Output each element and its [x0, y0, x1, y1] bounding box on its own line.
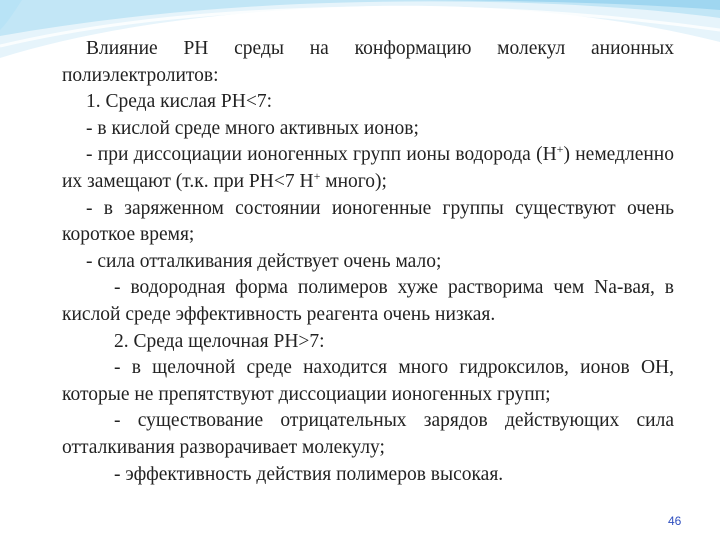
acid-point-4: - сила отталкивания действует очень мало; — [86, 250, 442, 272]
acid-point-2-part-c: много); — [320, 170, 387, 192]
alkaline-point-3: - эффективность действия полимеров высокая. — [114, 463, 504, 485]
slide-body — [62, 36, 674, 488]
hydrogen-charge-2: + — [313, 168, 321, 183]
alkaline-heading: 2. Среда щелочная РН>7: — [114, 330, 325, 352]
acid-heading: 1. Среда кислая РН<7: — [86, 91, 272, 113]
hydrogen-charge-1: + — [556, 142, 564, 157]
acid-point-3: - в заряженном состоянии ионогенные группы существуют очень короткое время; — [62, 197, 674, 246]
alkaline-point-2: - существование отрицательных зарядов действующих сила отталкивания разворачивает молекулу; — [62, 410, 674, 458]
acid-point-2-part-a: - при диссоциации ионогенных групп ионы водорода (Н — [86, 144, 557, 166]
acid-point-2-part-b: ) немедленно их замещают (т.к. при РН<7 Н — [62, 144, 674, 192]
page-number: 46 — [668, 514, 682, 528]
acid-point-2 — [62, 142, 674, 195]
acid-point-1: - в кислой среде много активных ионов; — [86, 117, 419, 139]
alkaline-point-1: - в щелочной среде находится много гидроксилов, ионов ОН, которые не препятствуют диссоциации ионогенных групп; — [62, 357, 674, 405]
title-line: Влияние РН среды на конформацию молекул анионных полиэлектролитов: — [62, 38, 674, 86]
acid-point-5: - водородная форма полимеров хуже растворима чем Nа-вая, в кислой среде эффективность реагента очень низкая. — [62, 277, 674, 325]
